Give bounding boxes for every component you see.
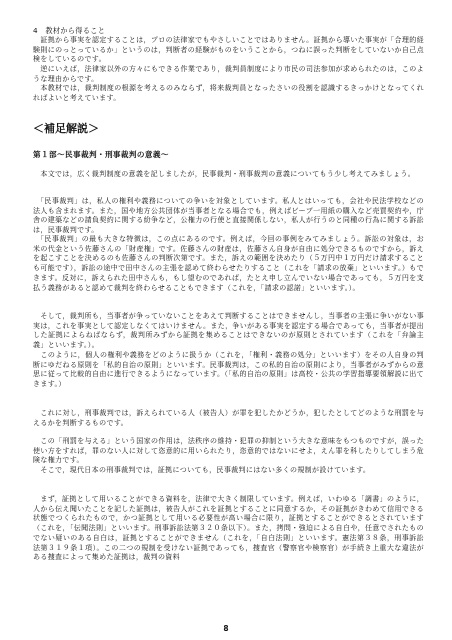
criminal-paragraph: そこで，現代日本の刑事裁判では，証拠についても，民事裁判にはない多くの規制が設けています。 xyxy=(33,466,371,474)
criminal-paragraph: まず，証拠として用いることができる資料を，法律で大きく制限しています。例えば，いわゆる「調書」のように，人から伝え聞いたことを記した証拠は，被告人がこれを証拠とすることに同意するか，その証拠がきわめて信用できる状態でつくられたもので，かつ証拠として用いる必要性が高い場合に限り，証拠とすることができるとされています（これを，「伝聞法則」といいます。刑事訴訟法第３２０条以下）。また，拷問・強迫による自白や，任意でされたものでない疑いのある自白は，証拠とすることができません（これを，「自白法則」といいます。憲法第３８条，刑事訴訟法第３１９条１項）。この二つの規制を受けない証拠であっても，捜査官（警察官や検察官）が手続き上重大な違法がある捜査によって集めた証拠は，裁判の資料 xyxy=(33,495,424,562)
section-title: 4 教材から得ること xyxy=(33,26,106,35)
section-paragraph: 逆にいえば，法律家以外の方々にもできる作業であり，裁判員制度により市民の司法参加が求められたのは，このような理由からです。 xyxy=(33,65,424,83)
civil-paragraph: 「民事裁判」の最も大きな特徴は，この点にあるのです。例えば，今回の事例をみてみましょう。訴訟の対象は，お米の代金という佐藤さんの「財産権」です。佐藤さんの財産は，佐藤さん自身が自由に処分できるものですから，訴えを起こすことを決めるのも佐藤さんの判断次第です。また，訴えの範囲を決めたり（５万円中１万円だけ請求することも可能です），訴訟の途中で田中さんの主張を認めて終わらせたりすること（これを「請求の放棄」といいます。）もできます。反対に，訴えられた田中さんも，もし望むのであれば，たとえ申し立んでいない場合であっても，５万円を支払う義務があると認めて裁判を終わらせることもできます（これを，「請求の認諾」といいます。）。 xyxy=(33,235,424,292)
page-number: 8 xyxy=(223,624,229,633)
criminal-paragraph: この「刑罰を与える」という国家の作用は，法秩序の維持・犯罪の抑制という大きな意味をもつものですが，誤った使い方をすれば，罪のない人に対して恣意的に用いられたり，恣意的ではないにせよ，えん罪を科したりしてしまう危険な権力です。 xyxy=(33,437,424,465)
civil-paragraph: そして，裁判所も，当事者が争っていないことをあえて判断することはできませんし，当事者の主張に争いがない事実は，これを事実として認定しなくてはいけません。また，争いがある事実を認定する場合であっても，当事者が提出した証拠によらねばならず，裁判所みずから証拠を集めることはできないのが原則とされています（これを「弁論主義」といいます。）。 xyxy=(33,312,424,350)
supplement-heading: ＜補足解説＞ xyxy=(33,122,99,135)
civil-paragraph: このように，個人の権利や義務をどのように扱うか（これを，「権利・義務の処分」といいます）をその人自身の判断にゆだねる原則を「私的自治の原則」といいます。民事裁判は，この私的自治の原則により，当事者がみずからの意思に従って比較的自由に進行できるようになっています。（「私的自治の原則」は高校・公共の学習指導要領解説に出てきます。） xyxy=(33,351,424,389)
section-paragraph: 証拠から事実を認定することは，プロの法律家でもやさしいことではありません。証拠から導いた事実が「合理的経験則にのっとっているか」というのは，判断者の経験がものをいうことから，つねに誤った判断をしていないか自己点検をしているのです。 xyxy=(33,36,424,64)
intro-paragraph: 本文では，広く裁判制度の意義を記しましたが，民事裁判・刑事裁判の意義についてもう少し考えてみましょう。 xyxy=(33,170,416,178)
civil-paragraph: 「民事裁判」は，私人の権利や義務についての争いを対象としています。私人とはいっても，会社や民法学校などの法人も含まれます。また，国や地方公共団体が当事者となる場合でも，例えばビーブ一用紙の購入など売買契約や，庁舎の建築などの請負契約に関する紛争など，公権力の行使と直接関係しない，私人が行うのと同種の行為に関する訴訟は，民事裁判です。 xyxy=(33,197,424,235)
section-paragraph: 本教材では，裁判制度の根源を考えるのみならず，将来裁判員となったさいの役割を認識するきっかけとなってくれればよいと考えています。 xyxy=(33,84,424,102)
criminal-paragraph: これに対し，刑事裁判では，訴えられている人（被告人）が罪を犯したかどうか，犯したとしてどのような刑罰を与えるかを判断するものです。 xyxy=(33,409,424,427)
part-heading: 第１部～民事裁判・刑事裁判の意義～ xyxy=(33,150,169,159)
